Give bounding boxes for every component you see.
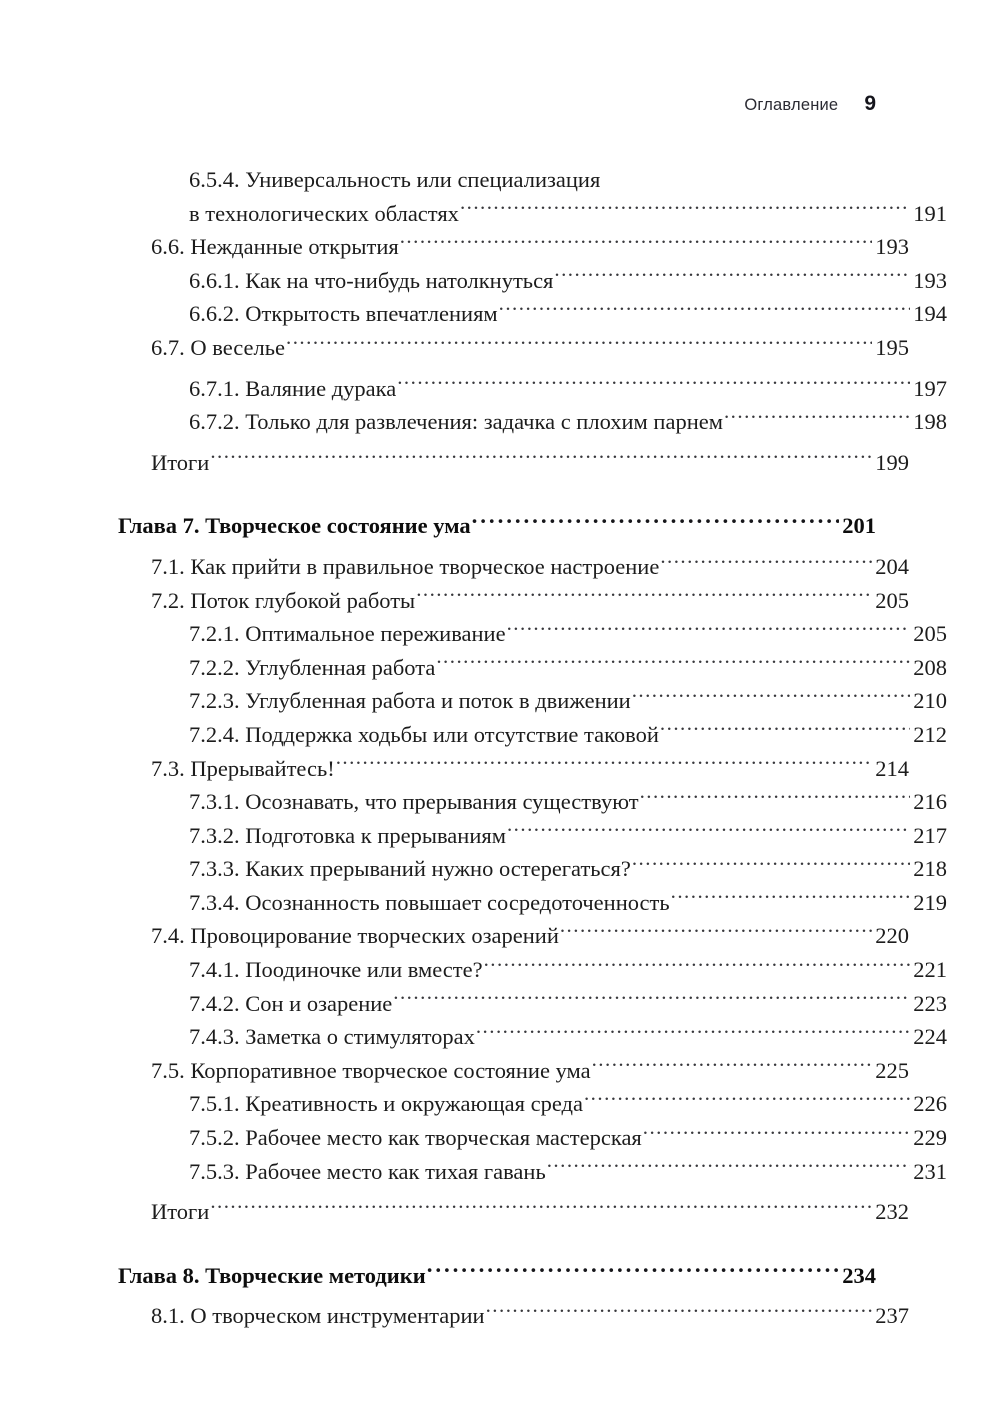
toc-entry-title: 7.5.2. Рабочее место как творческая мастерская xyxy=(189,1125,642,1151)
toc-entry-row[interactable] xyxy=(118,718,947,752)
dot-leader xyxy=(671,887,911,910)
dot-leader xyxy=(484,955,911,978)
toc-chapter-row[interactable] xyxy=(118,1259,876,1293)
toc-entry-page-number: 232 xyxy=(875,1199,909,1225)
toc-entry-title: 7.3.4. Осознанность повышает сосредоточенность xyxy=(189,889,670,915)
toc-entry-row[interactable] xyxy=(118,617,947,651)
dot-leader xyxy=(427,1260,840,1283)
toc-entry-row[interactable] xyxy=(118,651,947,685)
toc-entry-title: Итоги xyxy=(151,1199,210,1225)
toc-entry-row[interactable] xyxy=(118,819,947,853)
toc-entry-page-number: 197 xyxy=(913,375,947,401)
toc-entry-title: 7.5. Корпоративное творческое состояние ума xyxy=(151,1057,591,1083)
toc-entry-page-number: 226 xyxy=(913,1091,947,1117)
toc-entry-row[interactable] xyxy=(118,987,947,1021)
running-header-title: Оглавление xyxy=(744,96,839,114)
dot-leader xyxy=(643,1123,910,1146)
toc-entry-page-number: 208 xyxy=(913,654,947,680)
running-header xyxy=(744,92,876,116)
toc-entry-row[interactable] xyxy=(118,684,947,718)
toc-entry-page-number: 231 xyxy=(913,1158,947,1184)
toc-spacer xyxy=(118,365,876,372)
dot-leader xyxy=(660,551,872,574)
toc-entry-row[interactable] xyxy=(118,584,909,618)
toc-entry-page-number: 219 xyxy=(913,889,947,915)
toc-entry-page-number: 214 xyxy=(875,755,909,781)
toc-entry-row[interactable] xyxy=(118,446,909,480)
dot-leader xyxy=(460,198,910,221)
toc-entry-title: 6.7.1. Валяние дурака xyxy=(189,375,397,401)
toc-spacer xyxy=(118,1292,876,1299)
toc-entry-page-number: 193 xyxy=(913,267,947,293)
toc-entry-title: 7.2.3. Углубленная работа и поток в движении xyxy=(189,688,631,714)
toc-entry-title: 7.3.1. Осознавать, что прерывания существуют xyxy=(189,789,639,815)
toc-entry-page-number: 237 xyxy=(875,1303,909,1329)
toc-entry-page-number: 198 xyxy=(913,409,947,435)
toc-entry-page-number: 191 xyxy=(913,200,947,226)
toc-entry-row[interactable] xyxy=(118,331,909,365)
toc-entry-page-number: 221 xyxy=(913,957,947,983)
toc-entry-title: 7.1. Как прийти в правильное творческое настроение xyxy=(151,553,660,579)
toc-entry-page-number: 218 xyxy=(913,856,947,882)
toc-entry-page-number: 220 xyxy=(875,923,909,949)
dot-leader xyxy=(554,265,910,288)
toc-entry-row[interactable] xyxy=(118,886,947,920)
dot-leader xyxy=(476,1022,910,1045)
toc-entry-row[interactable] xyxy=(118,405,947,439)
dot-leader xyxy=(210,1197,872,1220)
toc-entry-row[interactable] xyxy=(118,1020,947,1054)
toc-entry-title: 6.6.2. Открытость впечатлениям xyxy=(189,301,498,327)
dot-leader xyxy=(436,652,910,675)
toc-entry-row[interactable] xyxy=(118,550,909,584)
dot-leader xyxy=(486,1301,873,1324)
toc-entry-page-number: 205 xyxy=(875,587,909,613)
page-folio-number: 9 xyxy=(864,92,876,115)
dot-leader xyxy=(640,787,911,810)
dot-leader xyxy=(210,447,872,470)
toc-entry-page-number: 225 xyxy=(875,1057,909,1083)
toc-entry-title: 7.4.1. Поодиночке или вместе? xyxy=(189,957,483,983)
dot-leader xyxy=(507,820,910,843)
toc-entry-row[interactable] xyxy=(118,1299,909,1333)
toc-entry-page-number: 205 xyxy=(913,621,947,647)
toc-entry-row[interactable] xyxy=(118,297,947,331)
dot-leader xyxy=(286,332,872,355)
toc-entry-page-number: 224 xyxy=(913,1024,947,1050)
toc-entry-page-number: 234 xyxy=(842,1262,876,1288)
toc-entry-page-number: 193 xyxy=(875,234,909,260)
toc-entry-title: 6.7. О веселье xyxy=(151,334,286,360)
toc-entry-page-number: 216 xyxy=(913,789,947,815)
dot-leader xyxy=(336,753,873,776)
toc-spacer xyxy=(118,439,876,446)
toc-entry-title: 7.3. Прерывайтесь! xyxy=(151,755,335,781)
toc-spacer xyxy=(118,1188,876,1195)
toc-entry-row[interactable] xyxy=(118,953,947,987)
dot-leader xyxy=(507,619,911,642)
toc-entry-title: 6.6.1. Как на что-нибудь натолкнуться xyxy=(189,267,554,293)
toc-entry-title: 7.4. Провоцирование творческих озарений xyxy=(151,923,559,949)
dot-leader xyxy=(560,921,872,944)
toc-entry-row[interactable] xyxy=(118,264,947,298)
toc-entry-row[interactable] xyxy=(118,1054,909,1088)
toc-entry-title: 7.5.3. Рабочее место как тихая гавань xyxy=(189,1158,546,1184)
toc-entry-title: 7.4.3. Заметка о стимуляторах xyxy=(189,1024,475,1050)
toc-entry-title: 7.2. Поток глубокой работы xyxy=(151,587,416,613)
dot-leader xyxy=(632,854,910,877)
toc-entry-row[interactable] xyxy=(118,372,947,406)
toc-entry-row[interactable] xyxy=(118,1155,947,1189)
dot-leader xyxy=(400,232,873,255)
dot-leader xyxy=(660,719,910,742)
toc-entry-page-number: 229 xyxy=(913,1125,947,1151)
dot-leader xyxy=(393,988,910,1011)
toc-entry-page-number: 212 xyxy=(913,721,947,747)
toc-entry-row[interactable] xyxy=(118,1121,947,1155)
toc-entry-page-number: 195 xyxy=(875,334,909,360)
toc-entry-page-number: 217 xyxy=(913,822,947,848)
toc-entry-row[interactable] xyxy=(189,197,947,231)
toc-entry-title: 7.3.3. Каких прерываний нужно остерегаться? xyxy=(189,856,631,882)
dot-leader xyxy=(584,1089,910,1112)
toc-spacer xyxy=(118,1229,876,1259)
toc-entry-title: 7.4.2. Сон и озарение xyxy=(189,990,393,1016)
dot-leader xyxy=(547,1156,911,1179)
toc-entry-title: 8.1. О творческом инструментарии xyxy=(151,1303,485,1329)
toc-entry-row[interactable] xyxy=(118,1195,909,1229)
dot-leader xyxy=(592,1055,873,1078)
toc-entry-row[interactable] xyxy=(118,919,909,953)
toc-entry-page-number: 210 xyxy=(913,688,947,714)
dot-leader xyxy=(499,299,911,322)
toc-entry-title-line1: 6.5.4. Универсальность или специализация xyxy=(189,167,601,192)
dot-leader xyxy=(397,373,910,396)
toc-entry-title: Глава 8. Творческие методики xyxy=(118,1262,426,1288)
toc-entry-row[interactable] xyxy=(118,230,909,264)
dot-leader xyxy=(416,585,872,608)
toc-entry-title: 6.7.2. Только для развлечения: задачка с плохим парнем xyxy=(189,409,723,435)
toc-entry-row[interactable] xyxy=(118,752,909,786)
toc-entry-page-number: 194 xyxy=(913,301,947,327)
toc-entry-page-number: 223 xyxy=(913,990,947,1016)
toc-entry-page-number: 199 xyxy=(875,449,909,475)
toc-entry-title: Итоги xyxy=(151,449,210,475)
toc-entry-row[interactable] xyxy=(118,852,947,886)
toc-entry-page-number: 204 xyxy=(875,553,909,579)
dot-leader xyxy=(472,511,840,534)
toc-spacer xyxy=(118,479,876,509)
toc-entry-title: 6.6. Нежданные открытия xyxy=(151,234,399,260)
toc-entry-title: 7.3.2. Подготовка к прерываниям xyxy=(189,822,506,848)
dot-leader xyxy=(724,407,910,430)
table-of-contents-list xyxy=(118,163,947,1333)
toc-chapter-row[interactable] xyxy=(118,509,876,543)
toc-entry-page-number: 201 xyxy=(842,513,876,539)
toc-entry-wrapped[interactable] xyxy=(118,163,947,230)
toc-entry-title: 7.2.4. Поддержка ходьбы или отсутствие таковой xyxy=(189,721,659,747)
toc-entry-title-line2: в технологических областях xyxy=(189,200,459,226)
toc-entry-title: 7.2.2. Углубленная работа xyxy=(189,654,436,680)
toc-entry-row[interactable] xyxy=(118,1087,947,1121)
toc-entry-title: Глава 7. Творческое состояние ума xyxy=(118,513,471,539)
toc-entry-row[interactable] xyxy=(118,785,947,819)
toc-spacer xyxy=(118,543,876,550)
toc-entry-title: 7.2.1. Оптимальное переживание xyxy=(189,621,506,647)
dot-leader xyxy=(632,686,911,709)
toc-entry-title: 7.5.1. Креативность и окружающая среда xyxy=(189,1091,583,1117)
